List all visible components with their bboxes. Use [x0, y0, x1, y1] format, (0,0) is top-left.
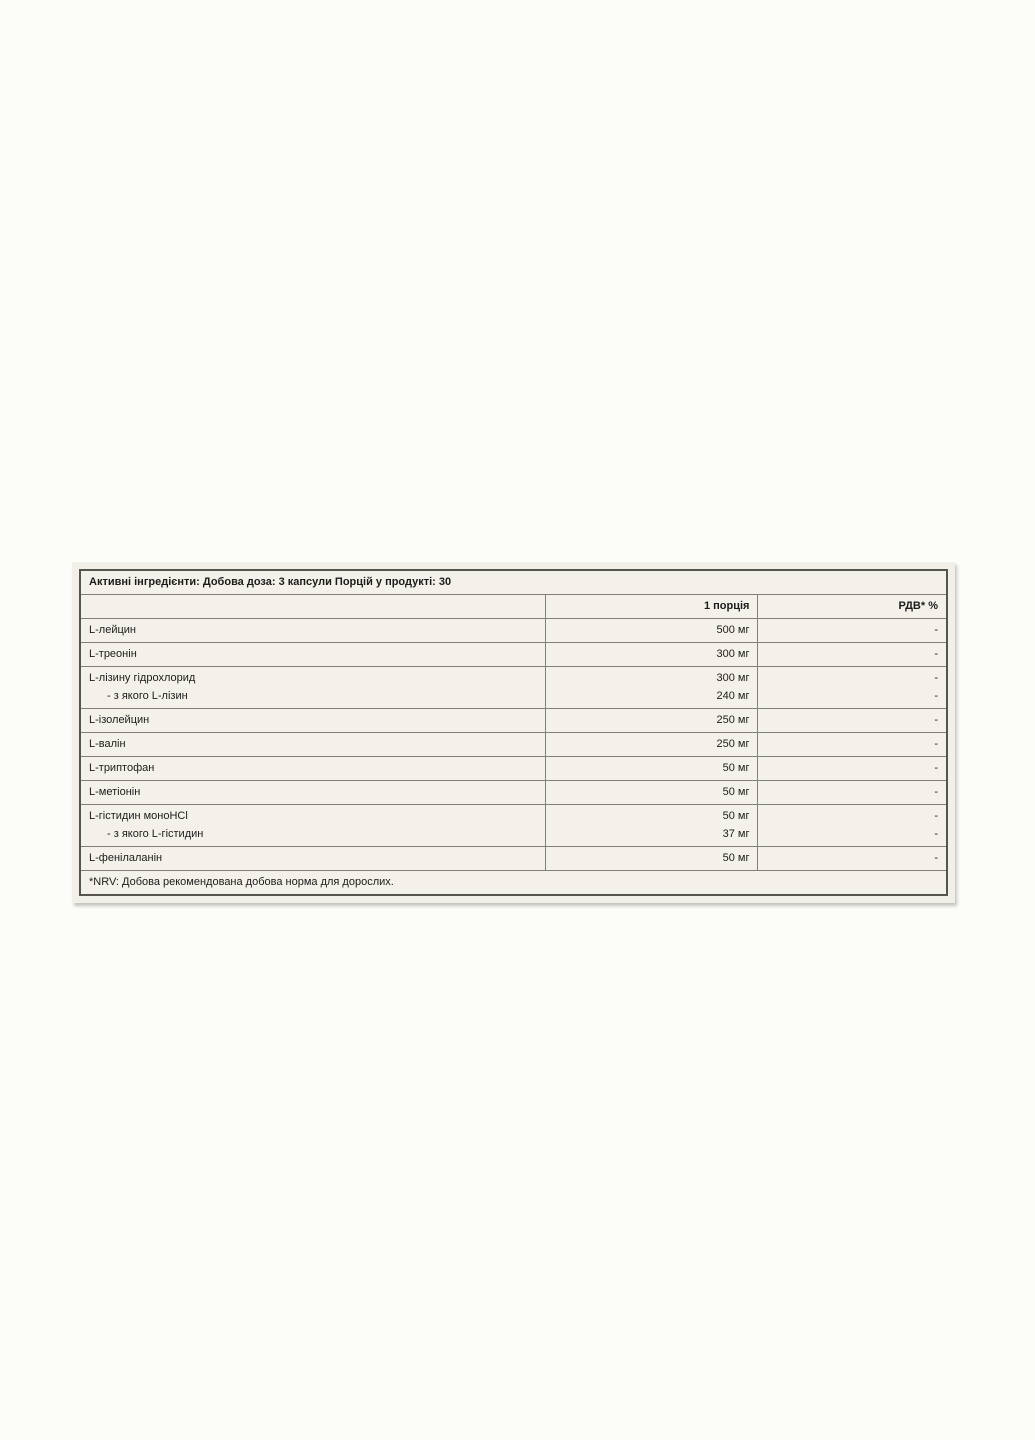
ingredient-nrv: - [758, 643, 947, 667]
ingredient-nrv-group [758, 805, 947, 847]
table-row [80, 709, 947, 733]
ingredient-amount-group [546, 805, 758, 847]
table-row [80, 847, 947, 871]
ingredient-nrv: - [758, 619, 947, 643]
ingredient-nrv: - [758, 781, 947, 805]
ingredient-name: L-триптофан [80, 757, 546, 781]
ingredient-name: L-фенілаланін [80, 847, 546, 871]
ingredient-amount: 50 мг [546, 781, 758, 805]
table-row [80, 667, 947, 709]
ingredient-sub-amount: 240 мг [716, 690, 750, 702]
footnote: *NRV: Добова рекомендована добова норма для дорослих. [80, 871, 947, 896]
ingredient-nrv: - [758, 733, 947, 757]
ingredient-amount: 500 мг [546, 619, 758, 643]
ingredient-amount: 50 мг [546, 847, 758, 871]
ingredient-sub-nrv: - [934, 690, 938, 702]
ingredient-sub-name: - з якого L-лізин [107, 690, 188, 702]
ingredient-name: L-гістидин моноHCl [89, 810, 188, 822]
ingredient-name: L-ізолейцин [80, 709, 546, 733]
table-row [80, 805, 947, 847]
ingredient-sub-amount: 37 мг [722, 828, 750, 840]
table-row [80, 757, 947, 781]
table-title: Активні інгредієнти: Добова доза: 3 капсули Порцій у продукті: 30 [80, 570, 947, 595]
ingredient-amount: 250 мг [546, 709, 758, 733]
ingredient-amount: 250 мг [546, 733, 758, 757]
ingredient-name-group [80, 667, 546, 709]
ingredient-nrv: - [934, 810, 938, 822]
ingredient-amount: 50 мг [722, 810, 750, 822]
ingredient-name-group [80, 805, 546, 847]
ingredient-nrv: - [758, 709, 947, 733]
active-ingredients-table [79, 569, 948, 896]
col-header-nrv: РДВ* % [758, 595, 947, 619]
col-header-serving: 1 порція [546, 595, 758, 619]
footnote-row [80, 871, 947, 896]
ingredient-amount: 300 мг [546, 643, 758, 667]
col-header-ingredient [80, 595, 546, 619]
ingredient-name: L-валін [80, 733, 546, 757]
ingredient-nrv: - [758, 847, 947, 871]
column-header-row [80, 595, 947, 619]
ingredient-name: L-треонін [80, 643, 546, 667]
table-row [80, 619, 947, 643]
ingredient-sub-name: - з якого L-гістидин [107, 828, 204, 840]
table-row [80, 643, 947, 667]
ingredient-amount: 300 мг [716, 672, 750, 684]
ingredient-name: L-лізину гідрохлорид [89, 672, 196, 684]
ingredient-nrv-group [758, 667, 947, 709]
ingredient-nrv: - [934, 672, 938, 684]
ingredient-amount-group [546, 667, 758, 709]
ingredient-name: L-метіонін [80, 781, 546, 805]
table-title-row [80, 570, 947, 595]
ingredient-amount: 50 мг [546, 757, 758, 781]
table-row [80, 781, 947, 805]
ingredient-nrv: - [758, 757, 947, 781]
ingredient-sub-nrv: - [934, 828, 938, 840]
supplement-facts-panel [72, 562, 955, 903]
ingredient-name: L-лейцин [80, 619, 546, 643]
table-row [80, 733, 947, 757]
